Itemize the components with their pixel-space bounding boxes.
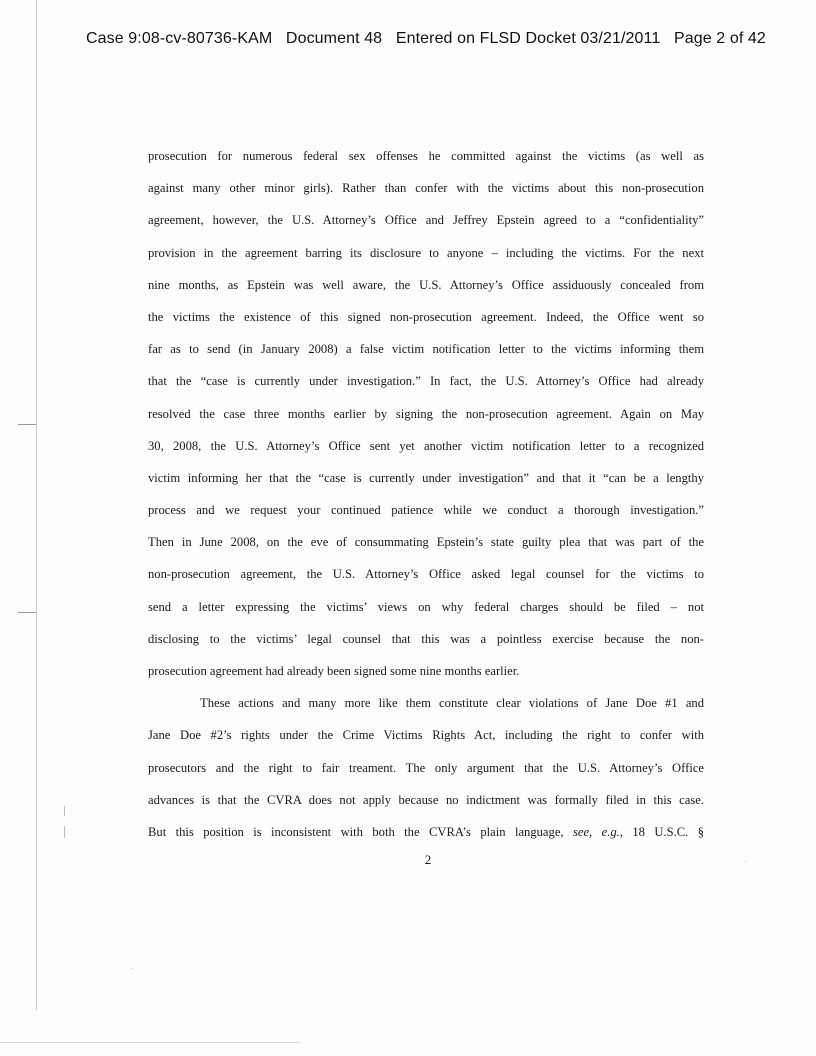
body-line-with-citation (148, 816, 704, 848)
body-line: prosecutors and the right to fair treament. The only argument that the U.S. Attorney’s Office (148, 760, 704, 775)
case-header: Case 9:08-cv-80736-KAM Document 48 Entered on FLSD Docket 03/21/2011 Page 2 of 42 (86, 30, 766, 47)
body-line: that the “case is currently under investigation.” In fact, the U.S. Attorney’s Office had already (148, 374, 704, 389)
body-line: Then in June 2008, on the eve of consummating Epstein’s state guilty plea that was part of the (148, 535, 704, 550)
scan-speck (64, 806, 65, 816)
document-body (148, 140, 704, 848)
citation-signal: see, e.g., (572, 824, 623, 839)
body-line: nine months, as Epstein was well aware, the U.S. Attorney’s Office assiduously concealed from (148, 277, 704, 292)
body-line: provision in the agreement barring its disclosure to anyone – including the victims. For the next (148, 245, 704, 260)
body-line: advances is that the CVRA does not apply because no indictment was formally filed in this case. (148, 792, 704, 807)
body-line: 30, 2008, the U.S. Attorney’s Office sent yet another victim notification letter to a recognized (148, 438, 704, 453)
page-number: 2 (424, 852, 432, 867)
body-line: Jane Doe #2’s rights under the Crime Victims Rights Act, including the right to confer with (148, 728, 704, 743)
body-line: the victims the existence of this signed non-prosecution agreement. Indeed, the Office went so (148, 309, 704, 324)
scan-speck (131, 968, 132, 969)
body-line: send a letter expressing the victims’ views on why federal charges should be filed – not (148, 599, 704, 614)
body-line: far as to send (in January 2008) a false victim notification letter to the victims informing them (148, 342, 704, 357)
body-line: disclosing to the victims’ legal counsel that this was a pointless exercise because the non- (148, 631, 704, 646)
statute-reference: 18 U.S.C. § (622, 824, 704, 839)
body-line: non-prosecution agreement, the U.S. Attorney’s Office asked legal counsel for the victims to (148, 567, 704, 582)
paragraph-start-line: These actions and many more like them constitute clear violations of Jane Doe #1 and (200, 696, 704, 711)
scan-speck (64, 826, 65, 838)
body-line: prosecution agreement had already been signed some nine months earlier. (148, 664, 520, 678)
body-line: resolved the case three months earlier by signing the non-prosecution agreement. Again on May (148, 406, 704, 421)
body-line-text: But this position is inconsistent with both the CVRA’s plain language, (148, 824, 573, 839)
body-line: against many other minor girls). Rather than confer with the victims about this non-prosecution (148, 181, 704, 196)
body-line: agreement, however, the U.S. Attorney’s Office and Jeffrey Epstein agreed to a “confidentiality” (148, 213, 704, 228)
body-line: victim informing her that the “case is currently under investigation” and that it “can be a lengthy (148, 470, 704, 485)
scan-tick-mark (18, 424, 36, 425)
body-line: process and we request your continued patience while we conduct a thorough investigation.” (148, 503, 704, 518)
body-line: prosecution for numerous federal sex offenses he committed against the victims (as well as (148, 149, 704, 163)
scan-bottom-edge (0, 1042, 300, 1043)
scan-tick-mark (18, 612, 36, 613)
